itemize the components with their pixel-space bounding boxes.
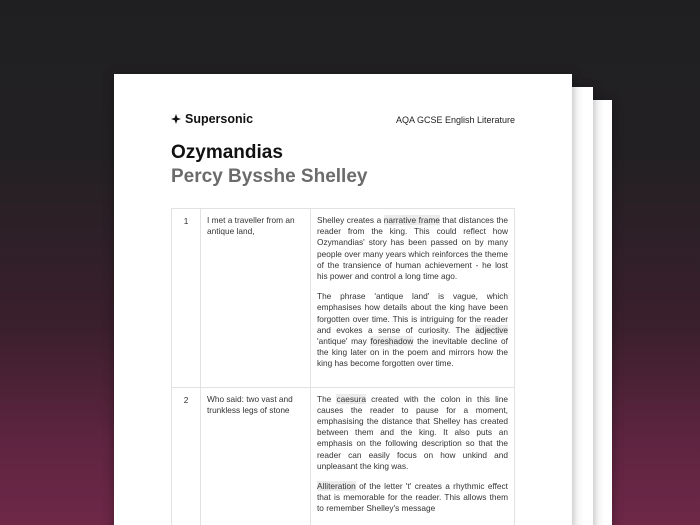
line-number: 2 bbox=[183, 394, 189, 405]
analysis-paragraph bbox=[317, 481, 508, 515]
subject-label: AQA GCSE English Literature bbox=[395, 115, 515, 125]
analysis-text: created with the colon in this line causes the reader to pause for a moment, emphasising the distance that Shelley has created between them and the king. It also puts an emphasis on the following description so that the reader can easily focus on how unkind and unpleasant the king was. bbox=[317, 393, 508, 471]
key-term: narrative frame bbox=[383, 215, 440, 225]
analysis-text: the inevitable decline of the king later on in the poem and mirrors how the king has become forgotten over time. bbox=[317, 336, 508, 369]
key-term: foreshadow bbox=[370, 336, 414, 347]
key-term: Alliteration bbox=[317, 481, 356, 492]
analysis-cell bbox=[311, 209, 515, 388]
poem-title: Ozymandias bbox=[171, 142, 283, 163]
line-number-cell bbox=[172, 209, 201, 388]
analysis-text: The phrase 'antique land' is vague, which emphasises how details about the king have been forgotten over time. This is intriguing for the reader and evokes a sense of curiosity. The bbox=[317, 291, 508, 335]
table-row bbox=[172, 387, 515, 525]
analysis-text: 'antique' may bbox=[317, 336, 371, 347]
analysis-text: of the letter 't' creates a rhythmic effect that is memorable for the reader. This allows them to remember Shelley's message bbox=[317, 481, 508, 514]
analysis-text: Shelley creates a bbox=[317, 215, 384, 225]
key-term: adjective bbox=[475, 324, 508, 335]
document-page bbox=[114, 74, 572, 525]
analysis-text: The bbox=[317, 393, 337, 404]
line-number: 1 bbox=[183, 216, 189, 226]
brand-name: Supersonic bbox=[185, 112, 254, 126]
analysis-paragraph bbox=[317, 215, 508, 282]
brand-logo bbox=[171, 112, 253, 126]
table-row bbox=[172, 209, 515, 388]
analysis-paragraph bbox=[317, 291, 508, 369]
key-term: caesura bbox=[336, 393, 366, 404]
poem-line-cell: Who said: two vast and trunkless legs of stone bbox=[201, 387, 311, 525]
analysis-cell bbox=[311, 387, 515, 525]
analysis-paragraph bbox=[317, 394, 508, 472]
poem-line-cell: I met a traveller from an antique land, bbox=[201, 209, 311, 388]
sparkle-icon bbox=[171, 114, 181, 124]
line-number-cell bbox=[172, 387, 201, 525]
annotation-table bbox=[171, 208, 515, 525]
analysis-text: that distances the reader from the king. This could reflect how Ozymandias' story has been passed on by many people over many years which reinforces the theme of the transience of human achievement - he lost his power and control a long time ago. bbox=[317, 215, 509, 282]
poem-author: Percy Bysshe Shelley bbox=[171, 166, 368, 187]
